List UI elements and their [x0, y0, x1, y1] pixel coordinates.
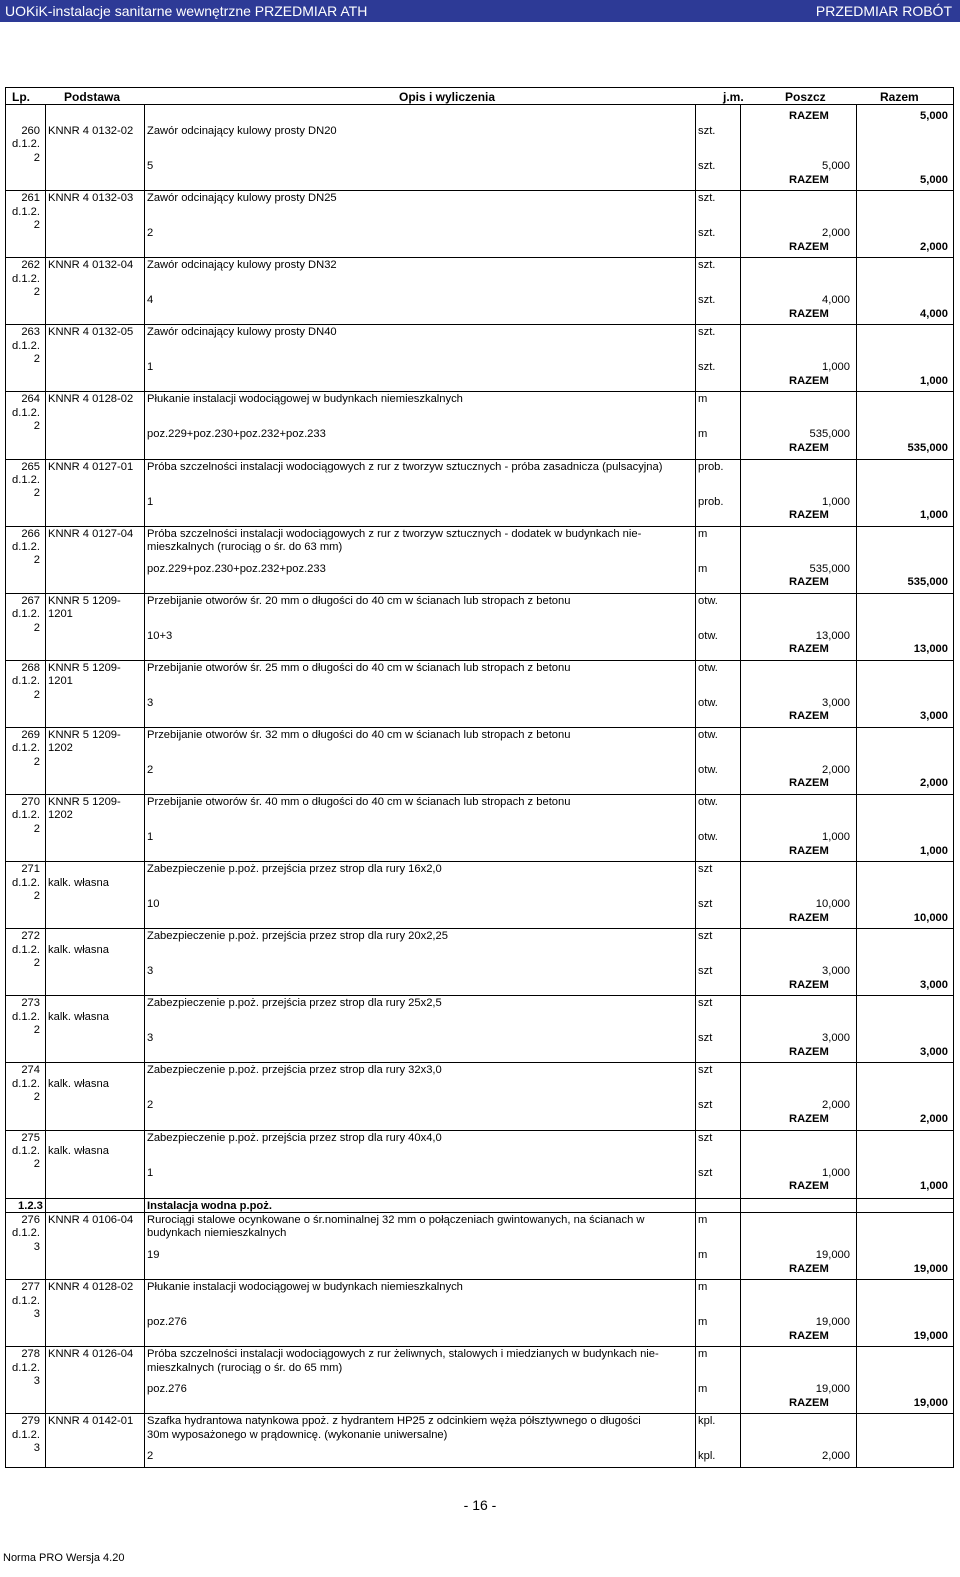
item-calc-unit: otw. — [698, 831, 718, 843]
item-calculation: 1 — [147, 1166, 154, 1179]
razem-value: 10,000 — [913, 911, 948, 924]
item-lp: 263 — [21, 326, 40, 339]
razem-label: RAZEM — [789, 1329, 829, 1342]
col-podstawa: Podstawa — [64, 90, 121, 104]
item-quantity: 19,000 — [815, 1249, 850, 1261]
item-podstawa: KNNR 4 0127-01 — [48, 460, 134, 473]
item-podstawa: KNNR 5 1209- — [48, 728, 121, 741]
item-unit: otw. — [698, 661, 718, 674]
item-lp: d.1.2. — [12, 1144, 40, 1157]
item-lp: 278 — [21, 1348, 40, 1361]
item-quantity: 2,000 — [822, 1450, 850, 1463]
item-lp: 3 — [33, 1442, 40, 1455]
row-divider — [6, 727, 953, 728]
column-divider — [856, 105, 857, 1467]
col-opis: Opis i wyliczenia — [399, 90, 496, 104]
item-unit: szt — [698, 1131, 713, 1144]
item-lp: d.1.2. — [12, 541, 40, 553]
item-lp: 267 — [21, 594, 40, 607]
item-calculation: 10 — [147, 898, 160, 911]
item-unit: kpl. — [698, 1415, 716, 1428]
row-divider — [6, 1130, 953, 1131]
header-doc-type: PRZEDMIAR ROBÓT — [815, 3, 952, 19]
item-lp: 261 — [21, 192, 40, 205]
item-description: Przebijanie otworów śr. 32 mm o długości do 40 cm w ścianach lub stropach z betonu — [147, 728, 571, 741]
item-unit: szt. — [698, 192, 716, 205]
item-description: Przebijanie otworów śr. 25 mm o długości do 40 cm w ścianach lub stropach z betonu — [147, 661, 571, 674]
header-title: UOKiK-instalacje sanitarne wewnętrzne PRZEDMIAR ATH — [5, 3, 368, 19]
item-unit: szt. — [698, 259, 716, 272]
razem-value: 19,000 — [913, 1396, 948, 1409]
item-quantity: 19,000 — [815, 1383, 850, 1396]
item-quantity: 13,000 — [815, 629, 850, 642]
razem-label: RAZEM — [789, 1396, 829, 1409]
item-calc-unit: m — [698, 428, 708, 441]
razem-value: 19,000 — [913, 1262, 948, 1275]
item-lp: 2 — [33, 218, 40, 231]
item-lp: 274 — [21, 1064, 40, 1077]
item-unit: otw. — [698, 594, 718, 607]
item-podstawa: 1202 — [48, 809, 73, 822]
item-quantity: 1,000 — [822, 361, 850, 374]
item-quantity: 10,000 — [815, 898, 850, 911]
item-description: Próba szczelności instalacji wodociągowych z rur żeliwnych, stalowych i miedzianych w budynkach nie- — [147, 1348, 659, 1361]
item-podstawa: KNNR 4 0128-02 — [48, 1281, 134, 1294]
item-calc-unit: otw. — [698, 696, 718, 709]
section-title: Instalacja wodna p.poż. — [147, 1200, 272, 1212]
row-divider — [6, 1346, 953, 1347]
item-lp: d.1.2. — [12, 473, 40, 486]
item-lp: 262 — [21, 259, 40, 272]
item-podstawa: KNNR 4 0127-04 — [48, 527, 134, 540]
razem-label: RAZEM — [789, 1112, 829, 1125]
item-lp: 2 — [33, 822, 40, 835]
item-description: 30m wyposażonego w prądownicę. (wykonanie uniwersalne) — [147, 1428, 448, 1441]
item-lp: 2 — [33, 420, 40, 433]
item-lp: 277 — [21, 1281, 40, 1294]
item-quantity: 2,000 — [822, 227, 850, 240]
item-lp: 2 — [33, 353, 40, 366]
razem-label: RAZEM — [789, 978, 829, 991]
razem-label: RAZEM — [789, 1180, 829, 1192]
item-unit: szt — [698, 1064, 713, 1077]
item-quantity: 535,000 — [809, 562, 850, 575]
razem-value: 2,000 — [920, 240, 948, 253]
razem-label: RAZEM — [789, 441, 829, 454]
item-lp: 3 — [33, 1307, 40, 1320]
row-divider — [6, 861, 953, 862]
item-description: Zabezpieczenie p.poż. przejścia przez strop dla rury 25x2,5 — [147, 997, 442, 1010]
item-podstawa: 1201 — [48, 675, 73, 688]
item-podstawa: KNNR 4 0132-05 — [48, 326, 134, 339]
item-lp: 268 — [21, 661, 40, 674]
item-description: Zawór odcinający kulowy prosty DN20 — [147, 125, 337, 137]
row-divider — [6, 1198, 953, 1199]
item-lp: d.1.2. — [12, 406, 40, 419]
razem-value: 535,000 — [907, 576, 948, 589]
item-quantity: 3,000 — [822, 1032, 850, 1045]
item-podstawa: kalk. własna — [48, 1010, 109, 1023]
col-razem: Razem — [880, 90, 919, 104]
item-lp: 3 — [33, 1240, 40, 1253]
row-divider — [6, 190, 953, 191]
item-podstawa: KNNR 5 1209- — [48, 661, 121, 674]
item-calc-unit: m — [698, 562, 708, 575]
item-unit: otw. — [698, 796, 718, 808]
item-calc-unit: otw. — [698, 763, 718, 776]
item-lp: 260 — [21, 125, 40, 137]
item-calc-unit: szt — [698, 965, 713, 978]
item-podstawa: KNNR 4 0126-04 — [48, 1348, 134, 1361]
item-calc-unit: szt — [698, 1166, 713, 1179]
item-quantity: 535,000 — [809, 428, 850, 441]
item-unit: szt. — [698, 326, 716, 339]
item-quantity: 3,000 — [822, 965, 850, 978]
item-lp: 273 — [21, 997, 40, 1010]
column-divider — [144, 105, 145, 1467]
item-lp: 2 — [33, 957, 40, 969]
row-divider — [6, 995, 953, 996]
item-unit: szt — [698, 863, 713, 876]
page-number: - 16 - — [463, 1497, 497, 1513]
item-lp: d.1.2. — [12, 1077, 40, 1090]
item-lp: 2 — [33, 1024, 40, 1037]
item-podstawa: kalk. własna — [48, 876, 109, 889]
item-description: mieszkalnych (rurociąg o śr. do 65 mm) — [147, 1361, 343, 1374]
item-podstawa: KNNR 5 1209- — [48, 594, 121, 607]
item-description: Szafka hydrantowa natynkowa ppoż. z hydrantem HP25 z odcinkiem węża półsztywnego o długości — [147, 1415, 641, 1428]
item-lp: d.1.2. — [12, 608, 40, 621]
razem-value: 535,000 — [907, 441, 948, 454]
item-lp: 265 — [21, 460, 40, 473]
item-lp: 2 — [33, 1158, 40, 1171]
item-description: mieszkalnych (rurociąg o śr. do 63 mm) — [147, 541, 343, 553]
item-quantity: 1,000 — [822, 831, 850, 843]
razem-label: RAZEM — [789, 173, 829, 186]
item-calculation: poz.276 — [147, 1316, 187, 1329]
item-calculation: 1 — [147, 495, 154, 508]
item-unit: prob. — [698, 460, 724, 473]
item-podstawa: 1201 — [48, 608, 73, 621]
item-lp: 271 — [21, 863, 40, 876]
item-quantity: 2,000 — [822, 763, 850, 776]
item-calc-unit: kpl. — [698, 1450, 716, 1463]
item-unit: m — [698, 393, 708, 406]
table-header — [5, 87, 954, 105]
item-lp: d.1.2. — [12, 138, 40, 151]
item-calculation: 2 — [147, 1450, 154, 1463]
section-number: 1.2.3 — [18, 1200, 43, 1212]
item-unit: szt — [698, 930, 713, 943]
item-unit: m — [698, 1214, 708, 1226]
razem-label: RAZEM — [789, 777, 829, 790]
razem-label: RAZEM — [789, 307, 829, 320]
razem-value: 2,000 — [920, 777, 948, 790]
item-calculation: 2 — [147, 1099, 154, 1112]
item-calc-unit: szt. — [698, 361, 716, 374]
item-calculation: 1 — [147, 831, 154, 843]
item-calc-unit: szt. — [698, 160, 716, 172]
item-quantity: 2,000 — [822, 1099, 850, 1112]
item-lp: d.1.2. — [12, 675, 40, 688]
razem-value: 5,000 — [920, 110, 948, 122]
razem-label: RAZEM — [789, 710, 829, 723]
item-podstawa: KNNR 5 1209- — [48, 796, 121, 808]
item-lp: 3 — [33, 1375, 40, 1387]
razem-value: 13,000 — [913, 643, 948, 656]
item-lp: 2 — [33, 151, 40, 164]
item-unit: m — [698, 527, 708, 540]
item-calculation: 10+3 — [147, 629, 173, 642]
item-lp: 2 — [33, 1091, 40, 1104]
col-poszcz: Poszcz — [785, 90, 826, 104]
item-lp: 264 — [21, 393, 40, 406]
item-description: Zawór odcinający kulowy prosty DN40 — [147, 326, 337, 339]
row-divider — [6, 391, 953, 392]
row-divider — [6, 324, 953, 325]
item-lp: 2 — [33, 621, 40, 634]
item-calculation: 3 — [147, 1032, 154, 1045]
item-calc-unit: szt — [698, 1032, 713, 1045]
razem-value: 1,000 — [920, 1180, 948, 1192]
item-description: Rurociągi stalowe ocynkowane o śr.nominalnej 32 mm o połączeniach gwintowanych, na ścianach w — [147, 1214, 645, 1226]
item-lp: 275 — [21, 1131, 40, 1144]
item-unit: szt — [698, 997, 713, 1010]
item-description: budynkach niemieszkalnych — [147, 1227, 287, 1240]
razem-label: RAZEM — [789, 240, 829, 253]
item-podstawa: kalk. własna — [48, 1144, 109, 1157]
item-description: Płukanie instalacji wodociągowej w budynkach niemieszkalnych — [147, 1281, 463, 1294]
item-calc-unit: szt. — [698, 227, 716, 240]
document-header — [0, 0, 960, 22]
item-description: Zabezpieczenie p.poż. przejścia przez strop dla rury 40x4,0 — [147, 1131, 442, 1144]
column-divider — [45, 105, 46, 1467]
item-calc-unit: szt — [698, 1099, 713, 1112]
razem-value: 1,000 — [920, 509, 948, 521]
item-calc-unit: m — [698, 1316, 708, 1329]
item-podstawa: KNNR 4 0106-04 — [48, 1214, 134, 1226]
item-podstawa: KNNR 4 0132-03 — [48, 192, 134, 205]
razem-label: RAZEM — [789, 509, 829, 521]
item-calc-unit: m — [698, 1249, 708, 1261]
item-lp: 2 — [33, 889, 40, 902]
item-description: Próba szczelności instalacji wodociągowych z rur z tworzyw sztucznych - próba zasadnicza (pulsacyjna) — [147, 460, 663, 473]
item-podstawa: KNNR 4 0132-02 — [48, 125, 134, 137]
item-lp: 270 — [21, 796, 40, 808]
item-description: Przebijanie otworów śr. 40 mm o długości do 40 cm w ścianach lub stropach z betonu — [147, 796, 571, 808]
item-calc-unit: szt. — [698, 294, 716, 307]
item-description: Zabezpieczenie p.poż. przejścia przez strop dla rury 20x2,25 — [147, 930, 448, 943]
item-calculation: 4 — [147, 294, 154, 307]
item-lp: 276 — [21, 1214, 40, 1226]
item-description: Płukanie instalacji wodociągowej w budynkach niemieszkalnych — [147, 393, 463, 406]
row-divider — [6, 459, 953, 460]
razem-value: 19,000 — [913, 1329, 948, 1342]
item-calculation: poz.229+poz.230+poz.232+poz.233 — [147, 428, 326, 441]
item-lp: d.1.2. — [12, 809, 40, 822]
item-lp: 269 — [21, 728, 40, 741]
row-divider — [6, 1279, 953, 1280]
item-lp: 2 — [33, 286, 40, 298]
item-quantity: 1,000 — [822, 1166, 850, 1179]
razem-value: 1,000 — [920, 844, 948, 857]
item-lp: d.1.2. — [12, 1428, 40, 1441]
item-calc-unit: otw. — [698, 629, 718, 642]
item-lp: d.1.2. — [12, 876, 40, 889]
item-lp: d.1.2. — [12, 339, 40, 352]
item-calculation: 1 — [147, 361, 154, 374]
col-lp: Lp. — [12, 90, 30, 104]
item-unit: otw. — [698, 728, 718, 741]
item-quantity: 5,000 — [822, 160, 850, 172]
razem-label: RAZEM — [789, 1045, 829, 1058]
row-divider — [6, 660, 953, 661]
razem-value: 4,000 — [920, 307, 948, 320]
item-calculation: poz.229+poz.230+poz.232+poz.233 — [147, 562, 326, 575]
item-quantity: 1,000 — [822, 495, 850, 508]
row-divider — [6, 1413, 953, 1414]
item-description: Zawór odcinający kulowy prosty DN25 — [147, 192, 337, 205]
item-lp: 2 — [33, 554, 40, 567]
item-description: Zabezpieczenie p.poż. przejścia przez strop dla rury 16x2,0 — [147, 863, 442, 876]
razem-label: RAZEM — [789, 1262, 829, 1275]
item-calculation: 2 — [147, 227, 154, 240]
row-divider — [6, 257, 953, 258]
item-lp: d.1.2. — [12, 205, 40, 218]
item-calculation: 3 — [147, 696, 154, 709]
item-unit: szt. — [698, 125, 716, 137]
item-calculation: 5 — [147, 160, 154, 172]
razem-value: 1,000 — [920, 374, 948, 387]
row-divider — [6, 593, 953, 594]
item-calc-unit: m — [698, 1383, 708, 1396]
item-lp: d.1.2. — [12, 742, 40, 755]
item-calculation: 2 — [147, 763, 154, 776]
item-lp: 2 — [33, 487, 40, 500]
column-divider — [695, 105, 696, 1467]
razem-label: RAZEM — [789, 844, 829, 857]
estimate-table — [5, 105, 954, 1468]
item-podstawa: kalk. własna — [48, 943, 109, 956]
item-calculation: poz.276 — [147, 1383, 187, 1396]
row-divider — [6, 526, 953, 527]
razem-label: RAZEM — [789, 110, 829, 122]
row-divider — [6, 794, 953, 795]
razem-label: RAZEM — [789, 576, 829, 589]
razem-label: RAZEM — [789, 643, 829, 656]
razem-value: 3,000 — [920, 710, 948, 723]
item-description: Próba szczelności instalacji wodociągowych z rur z tworzyw sztucznych - dodatek w budynkach nie- — [147, 527, 642, 540]
item-podstawa: KNNR 4 0132-04 — [48, 259, 134, 272]
item-quantity: 4,000 — [822, 294, 850, 307]
item-calc-unit: szt — [698, 898, 713, 911]
item-lp: 2 — [33, 688, 40, 701]
item-lp: d.1.2. — [12, 1294, 40, 1307]
item-podstawa: KNNR 4 0142-01 — [48, 1415, 134, 1428]
item-podstawa: kalk. własna — [48, 1077, 109, 1090]
item-description: Zabezpieczenie p.poż. przejścia przez strop dla rury 32x3,0 — [147, 1064, 442, 1077]
razem-value: 3,000 — [920, 1045, 948, 1058]
item-description: Zawór odcinający kulowy prosty DN32 — [147, 259, 337, 272]
item-lp: d.1.2. — [12, 943, 40, 956]
item-lp: d.1.2. — [12, 1227, 40, 1240]
item-lp: 272 — [21, 930, 40, 943]
item-quantity: 19,000 — [815, 1316, 850, 1329]
item-calculation: 19 — [147, 1249, 160, 1261]
item-unit: m — [698, 1281, 708, 1294]
item-lp: 2 — [33, 755, 40, 768]
item-lp: d.1.2. — [12, 1010, 40, 1023]
item-calc-unit: prob. — [698, 495, 724, 508]
item-lp: 279 — [21, 1415, 40, 1428]
razem-value: 3,000 — [920, 978, 948, 991]
item-lp: 266 — [21, 527, 40, 540]
item-lp: d.1.2. — [12, 272, 40, 285]
footer-version: Norma PRO Wersja 4.20 — [3, 1552, 125, 1564]
item-podstawa: 1202 — [48, 742, 73, 755]
item-unit: m — [698, 1348, 708, 1361]
item-calculation: 3 — [147, 965, 154, 978]
col-jm: j.m. — [723, 90, 744, 104]
razem-label: RAZEM — [789, 911, 829, 924]
item-description: Przebijanie otworów śr. 20 mm o długości do 40 cm w ścianach lub stropach z betonu — [147, 594, 571, 607]
razem-label: RAZEM — [789, 374, 829, 387]
row-divider — [6, 1062, 953, 1063]
item-lp: d.1.2. — [12, 1361, 40, 1374]
razem-value: 2,000 — [920, 1112, 948, 1125]
item-podstawa: KNNR 4 0128-02 — [48, 393, 134, 406]
item-quantity: 3,000 — [822, 696, 850, 709]
razem-value: 5,000 — [920, 173, 948, 186]
column-divider — [740, 105, 741, 1467]
row-divider — [6, 1212, 953, 1213]
row-divider — [6, 928, 953, 929]
